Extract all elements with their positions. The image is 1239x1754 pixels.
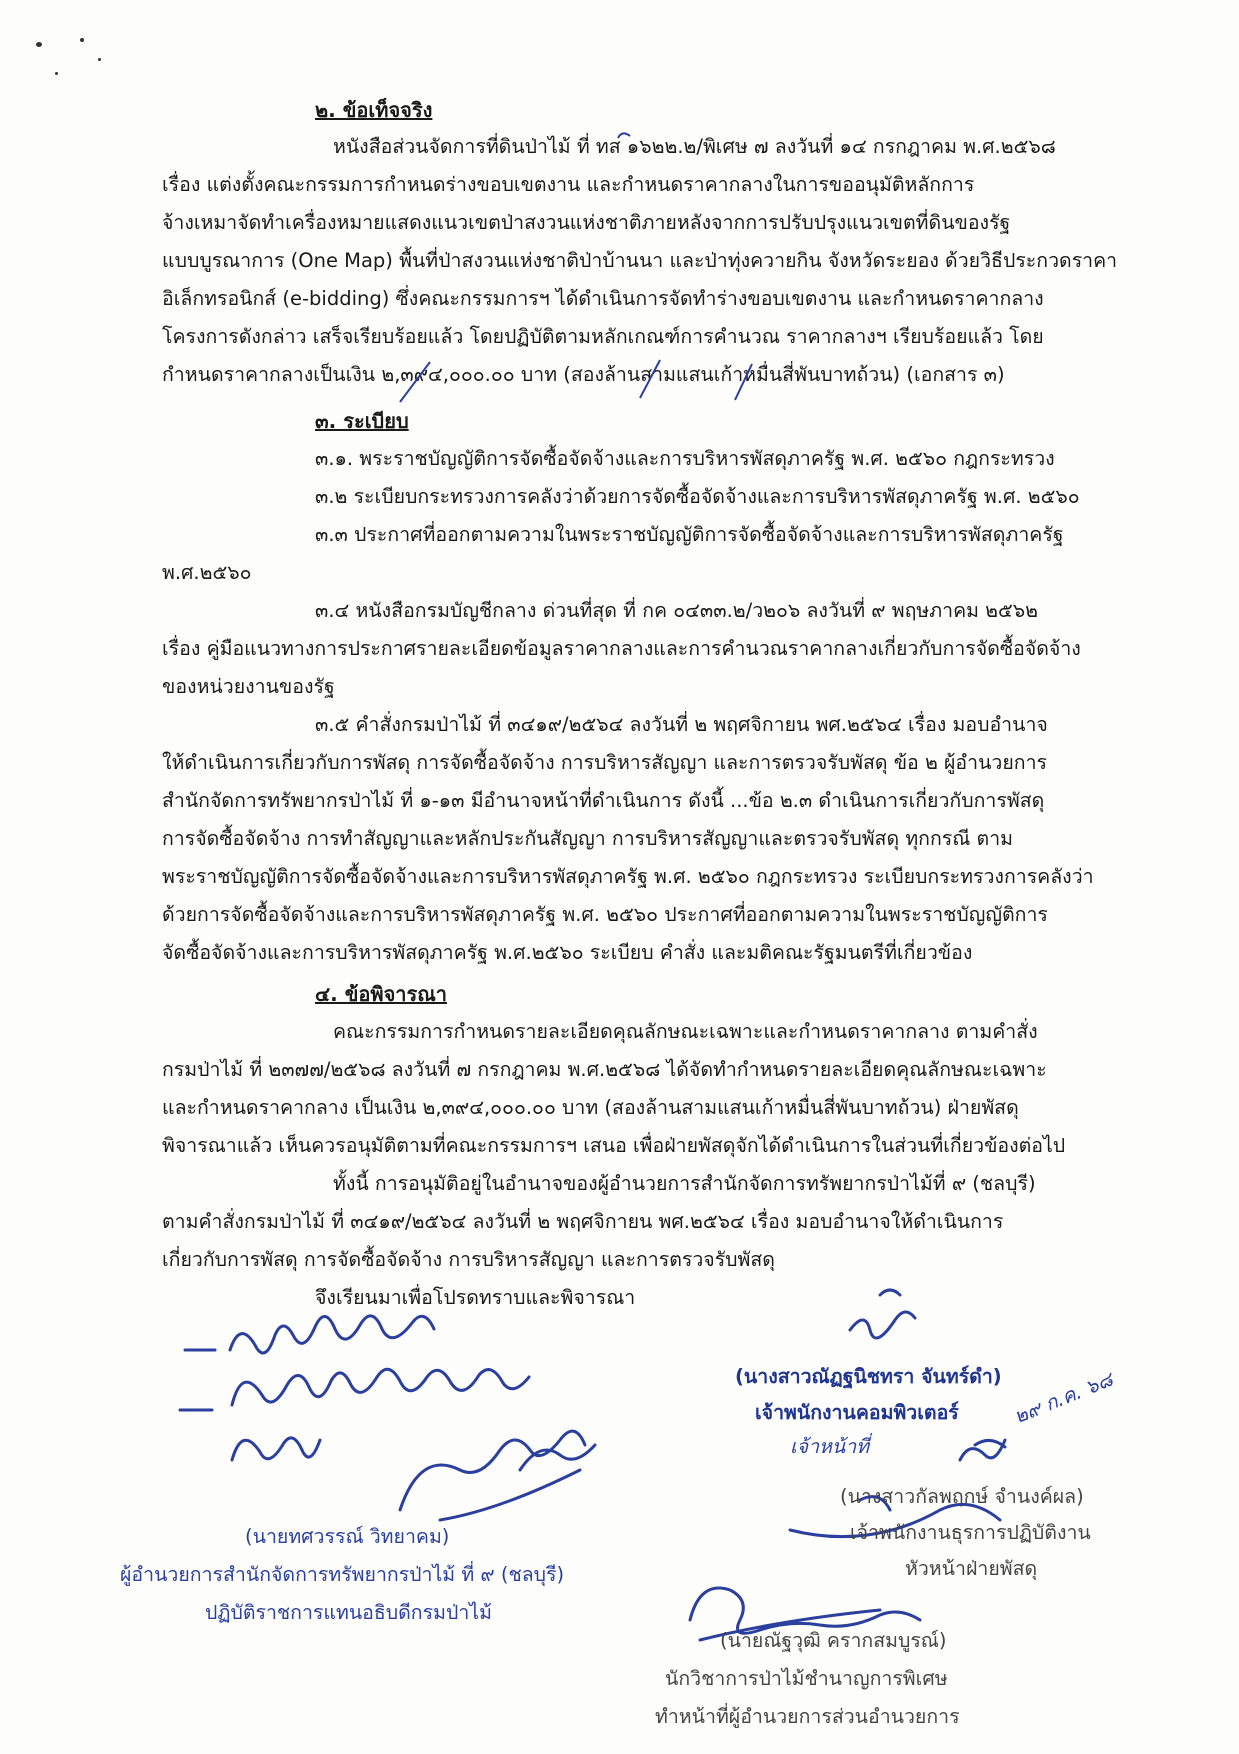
- section-4-line: เกี่ยวกับการพัสดุ การจัดซื้อจัดจ้าง การบริหารสัญญา และการตรวจรับพัสดุ: [162, 1248, 775, 1271]
- officer1-note: เจ้าหน้าที่: [790, 1435, 870, 1458]
- officer3-role: ทำหน้าที่ผู้อำนวยการส่วนอำนวยการ: [655, 1705, 960, 1728]
- section-4-heading: ๔. ข้อพิจารณา: [315, 982, 448, 1006]
- section-2-line: จ้างเหมาจัดทำเครื่องหมายแสดงแนวเขตป่าสงวนแห่งชาติภายหลังจากการปรับปรุงแนวเขตที่ดินของรัฐ: [162, 211, 1011, 234]
- section-3-line: ๓.๒ ระเบียบกระทรวงการคลังว่าด้วยการจัดซื้อจัดจ้างและการบริหารพัสดุภาครัฐ พ.ศ. ๒๕๖๐: [315, 485, 1080, 508]
- section-3-line: ของหน่วยงานของรัฐ: [162, 675, 335, 698]
- section-4-line: ตามคำสั่งกรมป่าไม้ ที่ ๓๔๑๙/๒๕๖๔ ลงวันที่ ๒ พฤศจิกายน พศ.๒๕๖๔ เรื่อง มอบอำนาจให้ดำเนินการ: [162, 1210, 1004, 1233]
- officer3-name: (นายณัฐวุฒิ ครากสมบูรณ์): [720, 1629, 947, 1652]
- section-3-heading: ๓. ระเบียบ: [315, 409, 409, 433]
- officer2-role: หัวหน้าฝ่ายพัสดุ: [905, 1557, 1038, 1580]
- section-3-line: พระราชบัญญัติการจัดซื้อจัดจ้างและการบริหารพัสดุภาครัฐ พ.ศ. ๒๕๖๐ กฎกระทรวง ระเบียบกระทรวงการคลังว่า: [162, 865, 1094, 888]
- section-3-line: ๓.๑. พระราชบัญญัติการจัดซื้อจัดจ้างและการบริหารพัสดุภาครัฐ พ.ศ. ๒๕๖๐ กฎกระทรวง: [315, 447, 1055, 470]
- section-2-line: กำหนดราคากลางเป็นเงิน ๒,๓๙๔,๐๐๐.๐๐ บาท (สองล้านสามแสนเก้าหมื่นสี่พันบาทถ้วน) (เอกสาร ๓): [162, 363, 1005, 386]
- section-3-line: ๓.๓ ประกาศที่ออกตามความในพระราชบัญญัติการจัดซื้อจัดจ้างและการบริหารพัสดุภาครัฐ: [315, 523, 1064, 546]
- section-3-line: ๓.๕ คำสั่งกรมป่าไม้ ที่ ๓๔๑๙/๒๕๖๔ ลงวันที่ ๒ พฤศจิกายน พศ.๒๕๖๔ เรื่อง มอบอำนาจ: [315, 713, 1048, 736]
- section-4-line: พิจารณาแล้ว เห็นควรอนุมัติตามที่คณะกรรมการฯ เสนอ เพื่อฝ่ายพัสดุจักได้ดำเนินการในส่วนที่เกี่ยวข้องต่อไป: [162, 1134, 1066, 1157]
- officer1-title: เจ้าพนักงานคอมพิวเตอร์: [755, 1401, 959, 1424]
- section-3-line: ด้วยการจัดซื้อจัดจ้างและการบริหารพัสดุภาครัฐ พ.ศ. ๒๕๖๐ ประกาศที่ออกตามความในพระราชบัญญัติการ: [162, 903, 1048, 926]
- section-3-line: จัดซื้อจัดจ้างและการบริหารพัสดุภาครัฐ พ.ศ.๒๕๖๐ ระเบียบ คำสั่ง และมติคณะรัฐมนตรีที่เกี่ยวข้อง: [162, 941, 973, 964]
- section-4-line: กรมป่าไม้ ที่ ๒๓๗๗/๒๕๖๘ ลงวันที่ ๗ กรกฎาคม พ.ศ.๒๕๖๘ ได้จัดทำกำหนดรายละเอียดคุณลักษณะเฉพาะ: [162, 1058, 1047, 1081]
- section-3-line: สำนักจัดการทรัพยากรป่าไม้ ที่ ๑-๑๓ มีอำนาจหน้าที่ดำเนินการ ดังนี้ ...ข้อ ๒.๓ ดำเนินการเกี่ยวกับการพัสดุ: [162, 789, 1045, 812]
- section-2-heading: ๒. ข้อเท็จจริง: [315, 98, 433, 122]
- section-2-line: แบบบูรณาการ (One Map) พื้นที่ป่าสงวนแห่งชาติป่าบ้านนา และป่าทุ่งควายกิน จังหวัดระยอง ด้วยวิธีประกวดราคา: [162, 249, 1118, 272]
- section-2-line: เรื่อง แต่งตั้งคณะกรรมการกำหนดร่างขอบเขตงาน และกำหนดราคากลางในการขออนุมัติหลักการ: [162, 173, 975, 196]
- section-3-line: พ.ศ.๒๕๖๐: [162, 561, 252, 584]
- officer2-name: (นางสาวกัลพฤกษ์ จำนงค์ผล): [840, 1485, 1084, 1508]
- date-note: ๒๙ ก.ค. ๖๘: [1010, 1367, 1116, 1429]
- closing-line: จึงเรียนมาเพื่อโปรดทราบและพิจารณา: [315, 1286, 636, 1309]
- officer2-title: เจ้าพนักงานธุรการปฏิบัติงาน: [850, 1521, 1091, 1544]
- section-4-line: คณะกรรมการกำหนดรายละเอียดคุณลักษณะเฉพาะและกำหนดราคากลาง ตามคำสั่ง: [333, 1020, 1038, 1043]
- section-2-line: โครงการดังกล่าว เสร็จเรียบร้อยแล้ว โดยปฏิบัติตามหลักเกณฑ์การคำนวณ ราคากลางฯ เรียบร้อยแล้ว โดย: [162, 325, 1044, 348]
- section-3-line: เรื่อง คู่มือแนวทางการประกาศรายละเอียดข้อมูลราคากลางและการคำนวณราคากลางเกี่ยวกับการจัดซื้อจัดจ้าง: [162, 637, 1081, 660]
- section-4-line: และกำหนดราคากลาง เป็นเงิน ๒,๓๙๔,๐๐๐.๐๐ บาท (สองล้านสามแสนเก้าหมื่นสี่พันบาทถ้วน) ฝ่ายพัสดุ: [162, 1096, 1019, 1119]
- section-3-line: การจัดซื้อจัดจ้าง การทำสัญญาและหลักประกันสัญญา การบริหารสัญญาและตรวจรับพัสดุ ทุกกรณี ตาม: [162, 827, 1014, 850]
- section-4-line: ทั้งนี้ การอนุมัติอยู่ในอำนาจของผู้อำนวยการสำนักจัดการทรัพยากรป่าไม้ที่ ๙ (ชลบุรี): [333, 1172, 1036, 1195]
- section-3-line: ให้ดำเนินการเกี่ยวกับการพัสดุ การจัดซื้อจัดจ้าง การบริหารสัญญา และการตรวจรับพัสดุ ข้อ ๒ ผู้อำนวยการ: [162, 751, 1048, 774]
- section-3-line: ๓.๔ หนังสือกรมบัญชีกลาง ด่วนที่สุด ที่ กค ๐๔๓๓.๒/ว๒๐๖ ลงวันที่ ๙ พฤษภาคม ๒๕๖๒: [315, 599, 1039, 622]
- section-2-line: หนังสือส่วนจัดการที่ดินป่าไม้ ที่ ทส ๑๖๒๒.๒/พิเศษ ๗ ลงวันที่ ๑๔ กรกฎาคม พ.ศ.๒๕๖๘: [333, 135, 1056, 158]
- section-2-line: อิเล็กทรอนิกส์ (e-bidding) ซึ่งคณะกรรมการฯ ได้ดำเนินการจัดทำร่างขอบเขตงาน และกำหนดราคากลาง: [162, 287, 1044, 310]
- director-name: (นายทศวรรณ์ วิทยาคม): [245, 1525, 450, 1548]
- officer3-title: นักวิชาการป่าไม้ชำนาญการพิเศษ: [665, 1667, 948, 1690]
- director-title: ผู้อำนวยการสำนักจัดการทรัพยากรป่าไม้ ที่ ๙ (ชลบุรี): [120, 1563, 565, 1586]
- officer1-name: (นางสาวณัฏฐนิชทรา จันทร์ดำ): [735, 1365, 1002, 1388]
- director-acting: ปฏิบัติราชการแทนอธิบดีกรมป่าไม้: [205, 1601, 492, 1624]
